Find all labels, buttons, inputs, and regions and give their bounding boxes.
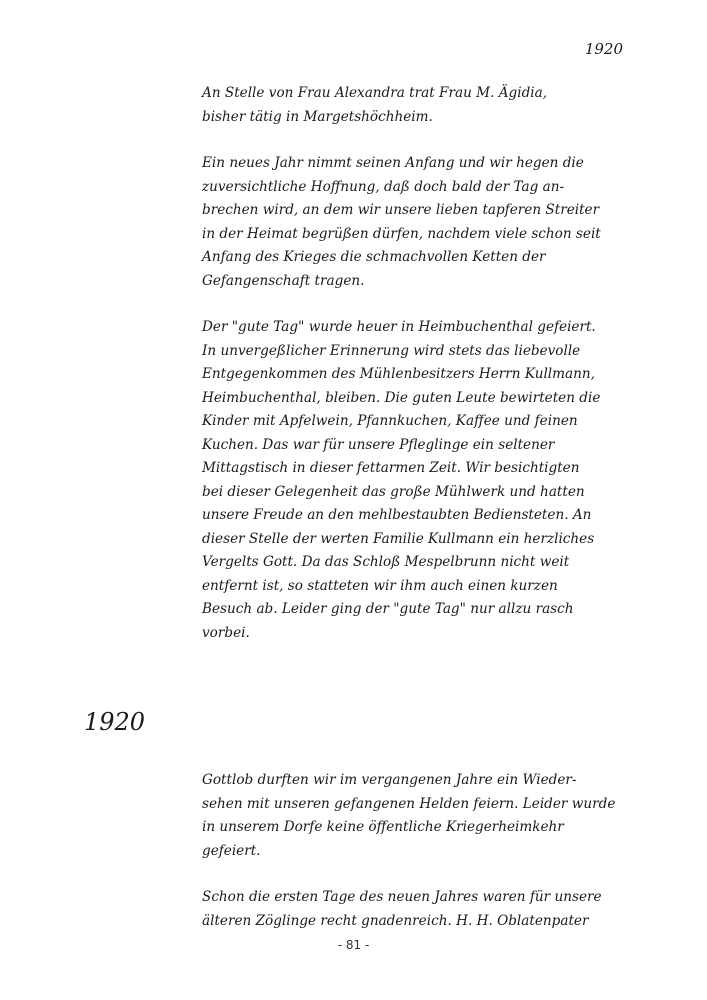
text-line: unsere Freude an den mehlbestaubten Bediensteten. An	[202, 507, 592, 523]
text-line: In unvergeßlicher Erinnerung wird stets das liebevolle	[202, 342, 581, 359]
text-line: zuversichtliche Hoffnung, daß doch bald der Tag an-	[202, 178, 565, 195]
text-line: Gottlob durften wir im vergangenen Jahre ein Wieder-	[202, 772, 577, 788]
text-line: Der "gute Tag" wurde heuer in Heimbuchenthal gefeiert.	[202, 319, 596, 335]
text-line: Entgegenkommen des Mühlenbesitzers Herrn Kullmann,	[202, 366, 595, 382]
text-line: Heimbuchenthal, bleiben. Die guten Leute bewirteten die	[202, 389, 601, 406]
text-line: Ein neues Jahr nimmt seinen Anfang und wir hegen die	[202, 155, 584, 171]
text-line: brechen wird, an dem wir unsere lieben tapferen Streiter	[202, 202, 600, 218]
text-line: Vergelts Gott. Da das Schloß Mespelbrunn nicht weit	[202, 554, 570, 570]
paragraph-good-day	[202, 316, 632, 645]
text-line: Besuch ab. Leider ging der "gute Tag" nur allzu rasch	[202, 601, 574, 617]
text-line: Schon die ersten Tage des neuen Jahres waren für unsere	[202, 889, 602, 905]
text-line: Mittagstisch in dieser fettarmen Zeit. Wir besichtigten	[202, 460, 580, 476]
text-line: entfernt ist, so statteten wir ihm auch einen kurzen	[202, 577, 558, 594]
text-line: älteren Zöglinge recht gnadenreich. H. H. Oblatenpater	[202, 912, 589, 929]
text-line: vorbei.	[202, 624, 250, 641]
text-line: Anfang des Krieges die schmachvollen Ketten der	[202, 249, 546, 265]
text-line: in unserem Dorfe keine öffentliche Kriegerheimkehr	[202, 819, 564, 835]
text-line: Gefangenschaft tragen.	[202, 272, 365, 289]
text-line: dieser Stelle der werten Familie Kullmann ein herzliches	[202, 530, 595, 547]
paragraph-homecoming	[202, 769, 632, 863]
text-line: gefeiert.	[202, 842, 261, 859]
year-heading: 1920	[84, 708, 146, 736]
text-line: sehen mit unseren gefangenen Helden feiern. Leider wurde	[202, 795, 616, 812]
text-line: bei dieser Gelegenheit das große Mühlwerk und hatten	[202, 483, 585, 500]
page-year-header: 1920	[584, 40, 623, 58]
page-number: - 81 -	[337, 938, 370, 952]
text-line: in der Heimat begrüßen dürfen, nachdem viele schon seit	[202, 225, 601, 242]
text-line: Kuchen. Das war für unsere Pfleglinge ein seltener	[202, 436, 555, 453]
paragraph-ministry-change	[202, 82, 632, 129]
text-line: bisher tätig in Margetshöchheim.	[202, 108, 433, 125]
paragraph-new-year-days	[202, 886, 632, 933]
text-line: Kinder mit Apfelwein, Pfannkuchen, Kaffee und feinen	[202, 413, 578, 429]
text-line: An Stelle von Frau Alexandra trat Frau M. Ägidia,	[202, 85, 548, 101]
paragraph-new-year	[202, 152, 632, 293]
